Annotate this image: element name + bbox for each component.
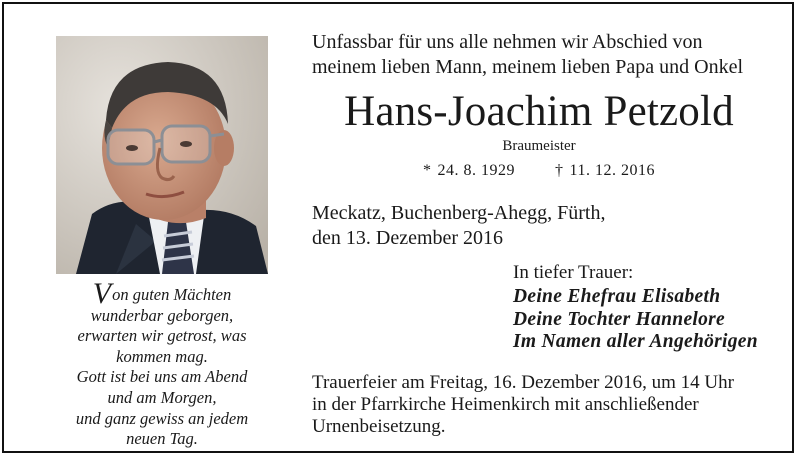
poem-line: wunderbar geborgen, [90,305,234,325]
mourner: Deine Ehefrau Elisabeth [513,286,721,307]
death-cross-icon: † [555,162,564,179]
poem-line: neuen Tag. [126,429,198,449]
birth-date: 24. 8. 1929 [437,162,516,179]
intro-line: meinem lieben Mann, meinem lieben Papa und Onkel [312,56,743,78]
poem [56,277,268,450]
death-date: 11. 12. 2016 [569,162,655,179]
poem-line: und am Morgen, [107,387,217,407]
intro-line: Unfassbar für uns alle nehmen wir Abschied von [312,31,703,53]
obituary-frame [2,2,794,453]
service-line: Trauerfeier am Freitag, 16. Dezember 2016, um 14 Uhr [312,372,734,393]
poem-line: und ganz gewiss an jedem [75,408,249,428]
deceased-name: Hans-Joachim Petzold [344,88,734,135]
place-and-date [312,201,782,251]
mourners-list [513,286,758,354]
portrait-illustration [56,36,268,274]
portrait-photo [56,36,268,274]
poem-line: Gott ist bei uns am Abend [76,367,248,387]
poem-first-line-rest: on guten Mächten [112,285,232,304]
poem-line: kommen mag. [116,346,208,366]
poem-dropcap: V [92,277,112,310]
poem-line: erwarten wir getrost, was [77,326,247,346]
mourning-heading: In tiefer Trauer: [513,262,634,283]
service-line: in der Pfarrkirche Heimenkirch mit anschließender [312,394,699,415]
mourner: Deine Tochter Hannelore [513,308,726,330]
funeral-service-info [312,372,792,438]
date-line: den 13. Dezember 2016 [312,227,504,249]
occupation: Braumeister [502,138,576,154]
life-dates [304,162,774,180]
place-line: Meckatz, Buchenberg-Ahegg, Fürth, [312,202,606,224]
service-line: Urnenbeisetzung. [312,416,446,437]
birth-star-icon: * [423,162,432,179]
intro-text [312,30,782,80]
mourner: Im Namen aller Angehörigen [513,331,758,352]
poem-first-line [56,277,268,310]
